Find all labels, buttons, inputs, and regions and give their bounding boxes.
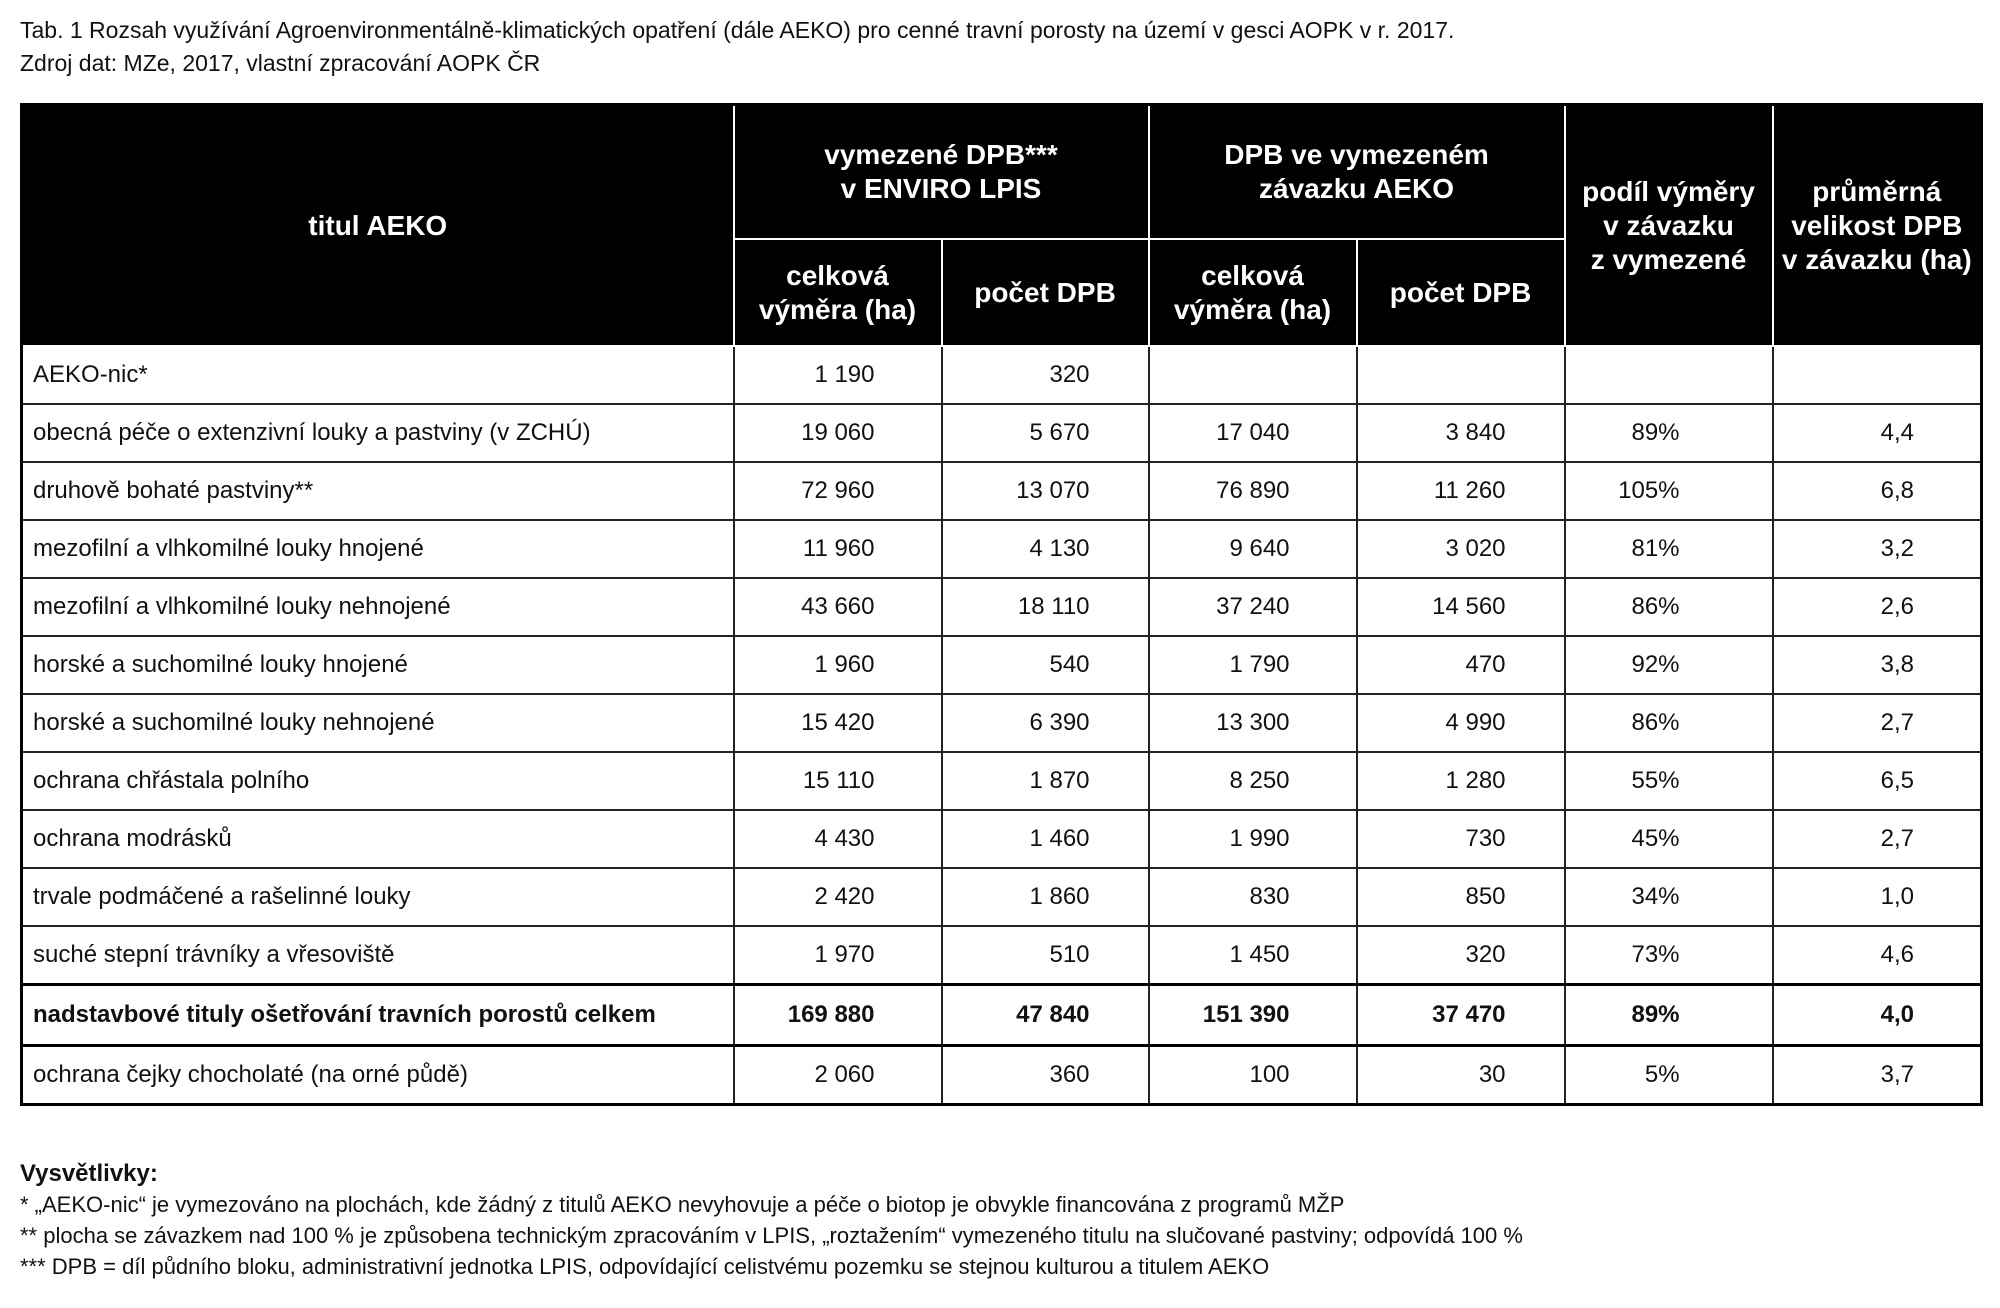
cell-avg: 2,6: [1773, 578, 1982, 636]
table-row: [22, 346, 1982, 404]
cell-count: 1 870: [942, 752, 1149, 810]
cell-count: 1 860: [942, 868, 1149, 926]
cell-count-commitment: 3 840: [1357, 404, 1565, 462]
footnotes: [20, 1158, 1980, 1282]
cell-area: 2 420: [734, 868, 942, 926]
cell-area: 15 110: [734, 752, 942, 810]
cell-share: 5%: [1565, 1046, 1773, 1105]
cell-count-commitment: 4 990: [1357, 694, 1565, 752]
table-row: [22, 520, 1982, 578]
cell-count: 360: [942, 1046, 1149, 1105]
cell-count-commitment: [1357, 346, 1565, 404]
table-row: [22, 694, 1982, 752]
cell-share: 89%: [1565, 404, 1773, 462]
cell-share: 55%: [1565, 752, 1773, 810]
cell-area: 169 880: [734, 985, 942, 1046]
footnote-1: * „AEKO-nic“ je vymezováno na plochách, kde žádný z titulů AEKO nevyhovuje a péče o biotop je obvykle financována z programů MŽP: [20, 1192, 1345, 1217]
cell-count-commitment: 11 260: [1357, 462, 1565, 520]
cell-area-commitment: 13 300: [1149, 694, 1357, 752]
cell-share: 81%: [1565, 520, 1773, 578]
footnote-2: ** plocha se závazkem nad 100 % je způsobena technickým zpracováním v LPIS, „roztažením“ vymezeného titulu na slučované pastviny; odpovídá 100 %: [20, 1223, 1523, 1248]
cell-avg: 6,5: [1773, 752, 1982, 810]
caption-source: Zdroj dat: MZe, 2017, vlastní zpracování AOPK ČR: [20, 50, 541, 76]
caption-title: Tab. 1 Rozsah využívání Agroenvironmentálně-klimatických opatření (dále AEKO) pro cenné travní porosty na území v gesci AOPK v r. 2017.: [20, 17, 1455, 43]
cell-count: 47 840: [942, 985, 1149, 1046]
cell-share: 86%: [1565, 578, 1773, 636]
cell-area-commitment: [1149, 346, 1357, 404]
cell-area: 19 060: [734, 404, 942, 462]
row-title: AEKO-nic*: [22, 346, 734, 404]
table-row: [22, 868, 1982, 926]
cell-area-commitment: 1 450: [1149, 926, 1357, 985]
header-group-commitment: DPB ve vymezeném závazku AEKO: [1149, 105, 1565, 240]
row-title: mezofilní a vlhkomilné louky hnojené: [22, 520, 734, 578]
aeko-table: [20, 103, 1983, 1106]
cell-area-commitment: 1 990: [1149, 810, 1357, 868]
cell-avg: [1773, 346, 1982, 404]
cell-share: 86%: [1565, 694, 1773, 752]
header-count-defined: počet DPB: [942, 239, 1149, 346]
cell-count: 5 670: [942, 404, 1149, 462]
cell-avg: 3,2: [1773, 520, 1982, 578]
cell-avg: 6,8: [1773, 462, 1982, 520]
header-title: titul AEKO: [22, 105, 734, 347]
header-share: podíl výměry v závazku z vymezené: [1565, 105, 1773, 347]
cell-area-commitment: 8 250: [1149, 752, 1357, 810]
cell-count: 13 070: [942, 462, 1149, 520]
cell-avg: 2,7: [1773, 810, 1982, 868]
cell-count: 540: [942, 636, 1149, 694]
cell-area: 72 960: [734, 462, 942, 520]
table-row: [22, 578, 1982, 636]
cell-area: 15 420: [734, 694, 942, 752]
cell-area: 1 970: [734, 926, 942, 985]
header-avg-size: průměrná velikost DPB v závazku (ha): [1773, 105, 1982, 347]
cell-area: 1 960: [734, 636, 942, 694]
cell-count-commitment: 1 280: [1357, 752, 1565, 810]
cell-share: 89%: [1565, 985, 1773, 1046]
cell-count-commitment: 850: [1357, 868, 1565, 926]
header-area-defined: celková výměra (ha): [734, 239, 942, 346]
cell-share: 105%: [1565, 462, 1773, 520]
row-title: trvale podmáčené a rašelinné louky: [22, 868, 734, 926]
cell-count: 510: [942, 926, 1149, 985]
cell-area-commitment: 17 040: [1149, 404, 1357, 462]
cell-count: 6 390: [942, 694, 1149, 752]
row-title: horské a suchomilné louky nehnojené: [22, 694, 734, 752]
table-row: [22, 462, 1982, 520]
table-row: [22, 926, 1982, 985]
header-area-commitment: celková výměra (ha): [1149, 239, 1357, 346]
row-title: ochrana modrásků: [22, 810, 734, 868]
cell-avg: 4,4: [1773, 404, 1982, 462]
row-title: horské a suchomilné louky hnojené: [22, 636, 734, 694]
cell-avg: 3,7: [1773, 1046, 1982, 1105]
cell-count: 320: [942, 346, 1149, 404]
cell-share: 34%: [1565, 868, 1773, 926]
footnotes-title: Vysvětlivky:: [20, 1160, 158, 1187]
cell-avg: 3,8: [1773, 636, 1982, 694]
table-row: [22, 810, 1982, 868]
row-title: obecná péče o extenzivní louky a pastviny (v ZCHÚ): [22, 404, 734, 462]
cell-avg: 2,7: [1773, 694, 1982, 752]
header-count-commitment: počet DPB: [1357, 239, 1565, 346]
row-title: druhově bohaté pastviny**: [22, 462, 734, 520]
footnote-3: *** DPB = díl půdního bloku, administrativní jednotka LPIS, odpovídající celistvému pozemku se stejnou kulturou a titulem AEKO: [20, 1254, 1270, 1279]
table-row: [22, 404, 1982, 462]
table-caption: [20, 14, 1980, 80]
cell-avg: 4,6: [1773, 926, 1982, 985]
cell-count-commitment: 730: [1357, 810, 1565, 868]
cell-area: 11 960: [734, 520, 942, 578]
cell-count-commitment: 320: [1357, 926, 1565, 985]
cell-area-commitment: 76 890: [1149, 462, 1357, 520]
row-title: nadstavbové tituly ošetřování travních porostů celkem: [22, 985, 734, 1046]
cell-avg: 4,0: [1773, 985, 1982, 1046]
cell-share: 73%: [1565, 926, 1773, 985]
row-title: mezofilní a vlhkomilné louky nehnojené: [22, 578, 734, 636]
cell-share: 92%: [1565, 636, 1773, 694]
header-group-defined: vymezené DPB*** v ENVIRO LPIS: [734, 105, 1149, 240]
cell-avg: 1,0: [1773, 868, 1982, 926]
cell-share: [1565, 346, 1773, 404]
cell-area-commitment: 830: [1149, 868, 1357, 926]
cell-count: 1 460: [942, 810, 1149, 868]
row-title: ochrana chřástala polního: [22, 752, 734, 810]
cell-area: 2 060: [734, 1046, 942, 1105]
table-row: [22, 1046, 1982, 1105]
cell-area-commitment: 37 240: [1149, 578, 1357, 636]
cell-area-commitment: 100: [1149, 1046, 1357, 1105]
cell-share: 45%: [1565, 810, 1773, 868]
cell-area-commitment: 9 640: [1149, 520, 1357, 578]
cell-area: 4 430: [734, 810, 942, 868]
cell-count: 18 110: [942, 578, 1149, 636]
cell-area: 43 660: [734, 578, 942, 636]
row-title: ochrana čejky chocholaté (na orné půdě): [22, 1046, 734, 1105]
cell-count-commitment: 470: [1357, 636, 1565, 694]
row-title: suché stepní trávníky a vřesoviště: [22, 926, 734, 985]
table-row: [22, 636, 1982, 694]
cell-count-commitment: 14 560: [1357, 578, 1565, 636]
table-row: [22, 752, 1982, 810]
total-row: [22, 985, 1982, 1046]
cell-count-commitment: 3 020: [1357, 520, 1565, 578]
cell-count: 4 130: [942, 520, 1149, 578]
cell-area: 1 190: [734, 346, 942, 404]
cell-area-commitment: 151 390: [1149, 985, 1357, 1046]
cell-area-commitment: 1 790: [1149, 636, 1357, 694]
cell-count-commitment: 30: [1357, 1046, 1565, 1105]
cell-count-commitment: 37 470: [1357, 985, 1565, 1046]
